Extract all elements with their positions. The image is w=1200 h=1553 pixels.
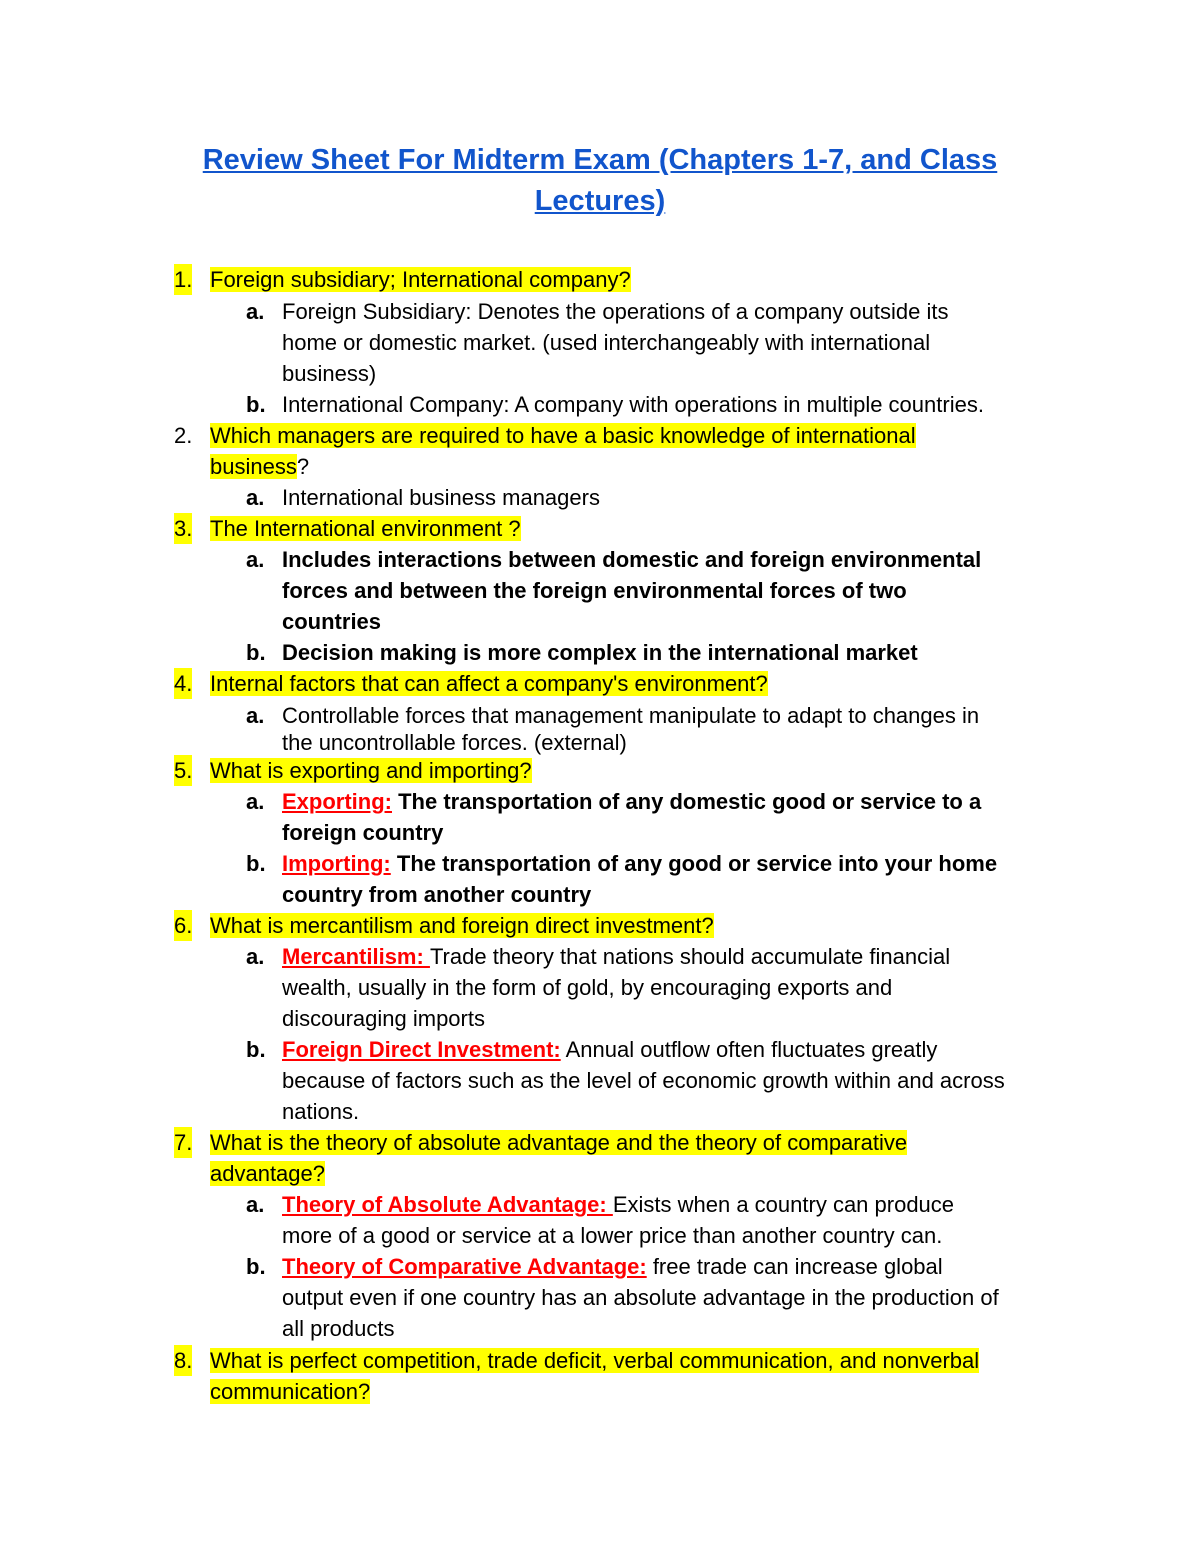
question-text: What is the theory of absolute advantage and the theory of comparative xyxy=(210,1130,908,1155)
term-label: Foreign Direct Investment: xyxy=(282,1037,561,1062)
question-number: 8. xyxy=(174,1345,192,1376)
answer-text: more of a good or service at a lower price than another country can. xyxy=(282,1223,943,1248)
question-number: 4. xyxy=(174,668,192,699)
answer-text: discouraging imports xyxy=(282,1006,485,1031)
answer-text: business) xyxy=(282,361,377,386)
answer-text: foreign country xyxy=(282,820,444,845)
question-text: What is exporting and importing? xyxy=(210,758,532,783)
term-label: Theory of Comparative Advantage: xyxy=(282,1254,647,1279)
title-line-2: Lectures) xyxy=(534,185,666,217)
question-text: Internal factors that can affect a company's environment? xyxy=(210,671,768,696)
title-line-1: Review Sheet For Midterm Exam (Chapters 1-7, and Class xyxy=(202,144,998,176)
question-text: What is perfect competition, trade deficit, verbal communication, and nonverbal xyxy=(210,1348,980,1373)
answer-text: Includes interactions between domestic and foreign environmental xyxy=(282,547,982,572)
answer-text: Mercantilism: Trade theory that nations should accumulate financial xyxy=(282,944,951,969)
answer-text: because of factors such as the level of economic growth within and across xyxy=(282,1068,1005,1093)
answer-letter: a. xyxy=(246,1192,265,1217)
question-number: 5. xyxy=(174,755,192,786)
answer-text: Decision making is more complex in the international market xyxy=(282,640,918,665)
question-text: communication? xyxy=(210,1379,371,1404)
answer-text: Exporting: The transportation of any domestic good or service to a xyxy=(282,789,982,814)
term-label: Importing: xyxy=(282,851,391,876)
answer-letter: a. xyxy=(246,703,265,728)
answer-text: home or domestic market. (used interchangeably with international xyxy=(282,330,931,355)
answer-text: Importing: The transportation of any good or service into your home xyxy=(282,851,998,876)
answer-letter: a. xyxy=(246,789,265,814)
question-text: What is mercantilism and foreign direct investment? xyxy=(210,913,714,938)
question-number: 7. xyxy=(174,1127,192,1158)
answer-text: Foreign Direct Investment: Annual outflow often fluctuates greatly xyxy=(282,1037,938,1062)
answer-text: forces and between the foreign environmental forces of two xyxy=(282,578,907,603)
answer-text: output even if one country has an absolute advantage in the production of xyxy=(282,1285,999,1310)
answer-text: country from another country xyxy=(282,882,592,907)
answer-letter: a. xyxy=(246,299,265,324)
answer-letter: a. xyxy=(246,944,265,969)
question-number: 2. xyxy=(174,423,193,448)
answer-text: Theory of Comparative Advantage: free trade can increase global xyxy=(282,1254,943,1279)
question-text: The International environment ? xyxy=(210,516,521,541)
question-number: 3. xyxy=(174,513,192,544)
answer-letter: b. xyxy=(246,392,266,417)
answer-letter: b. xyxy=(246,640,266,665)
answer-letter: a. xyxy=(246,547,265,572)
answer-text: International Company: A company with operations in multiple countries. xyxy=(282,392,984,417)
answer-letter: b. xyxy=(246,1254,266,1279)
question-text: business? xyxy=(210,454,310,479)
answer-letter: b. xyxy=(246,851,266,876)
answer-text: Theory of Absolute Advantage: Exists when a country can produce xyxy=(282,1192,955,1217)
question-text: Which managers are required to have a basic knowledge of international xyxy=(210,423,916,448)
answer-text: the uncontrollable forces. (external) xyxy=(282,730,627,755)
term-label: Mercantilism: xyxy=(282,944,430,969)
answer-text: Controllable forces that management manipulate to adapt to changes in xyxy=(282,703,980,728)
answer-letter: a. xyxy=(246,485,265,510)
page-title xyxy=(140,140,1060,222)
question-text: Foreign subsidiary; International company? xyxy=(210,267,631,292)
answer-text: International business managers xyxy=(282,485,600,510)
answer-text: nations. xyxy=(282,1099,360,1124)
term-label: Theory of Absolute Advantage: xyxy=(282,1192,613,1217)
answer-text: all products xyxy=(282,1316,395,1341)
answer-text: wealth, usually in the form of gold, by encouraging exports and xyxy=(282,975,893,1000)
answer-text: Foreign Subsidiary: Denotes the operations of a company outside its xyxy=(282,299,949,324)
answer-letter: b. xyxy=(246,1037,266,1062)
answer-text: countries xyxy=(282,609,382,634)
question-number: 1. xyxy=(174,264,192,295)
question-number: 6. xyxy=(174,910,192,941)
term-label: Exporting: xyxy=(282,789,392,814)
question-text: advantage? xyxy=(210,1161,325,1186)
